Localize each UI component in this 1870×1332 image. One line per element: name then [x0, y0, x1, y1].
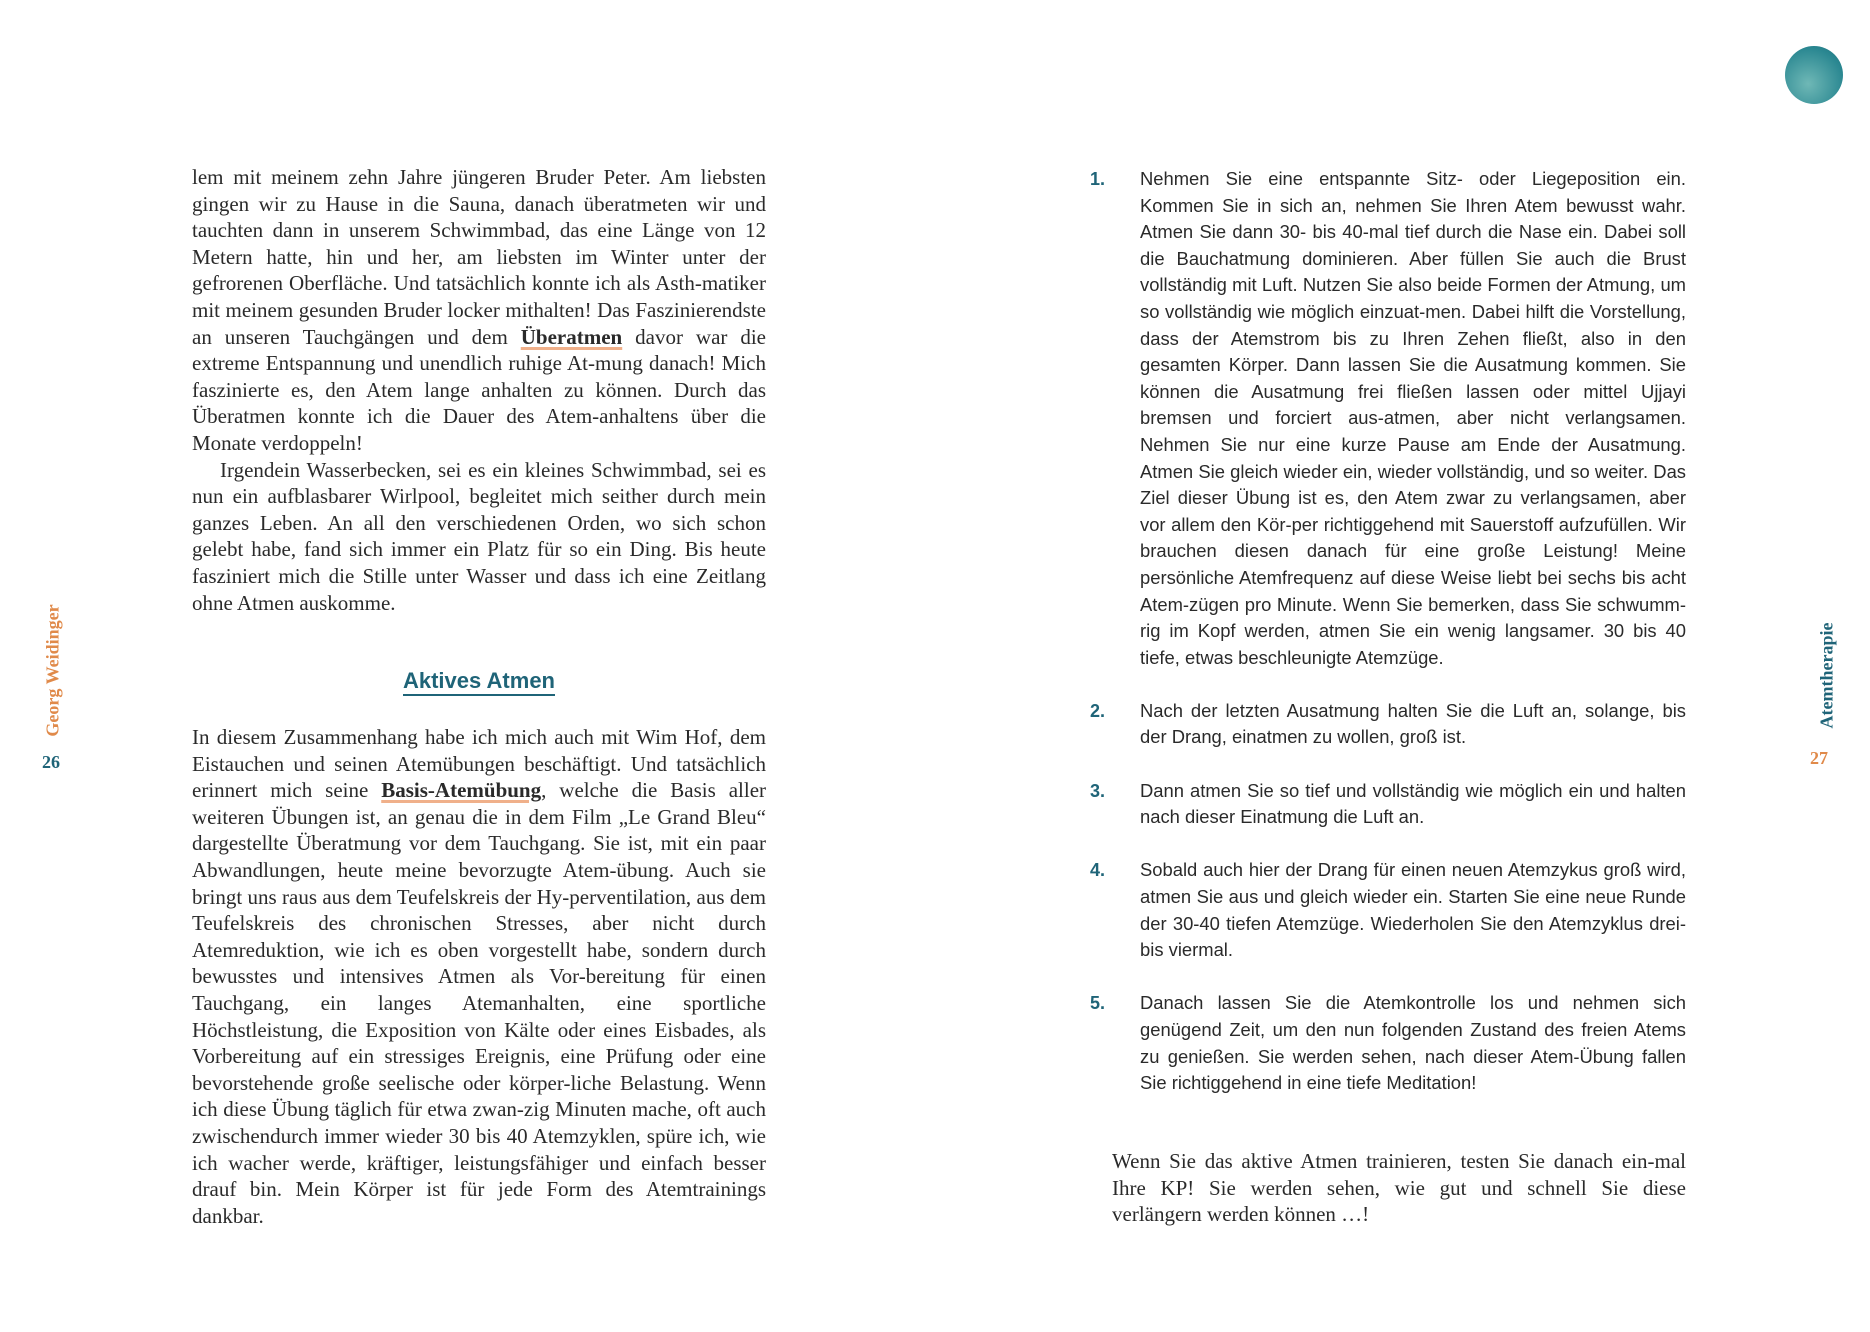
step-number: 4. [1090, 860, 1106, 881]
list-item: 5. Danach lassen Sie die Atemkontrolle los und nehmen sich genügend Zeit, um den nun folgenden Zustand des freien Atems zu genießen. Sie werden sehen, nach dieser Atem-Übung fallen Sie richtiggehend in eine tiefe Meditation! [1090, 992, 1686, 1094]
highlight-ueberatmen: Überatmen [520, 324, 623, 349]
exercise-steps-list [1090, 166, 1686, 1123]
section-heading: Aktives Atmen [192, 668, 766, 694]
left-page-text [192, 164, 766, 616]
step-number: 1. [1090, 169, 1106, 189]
page-number-right: 27 [1810, 748, 1828, 768]
running-head-author: Georg Weidinger [42, 604, 63, 737]
list-item: 2. Nach der letzten Ausatmung halten Sie die Luft an, solange, bis der Drang, einatmen zu wollen, groß ist. [1090, 699, 1686, 748]
step-number: 3. [1090, 780, 1106, 801]
paragraph-3: In diesem Zusammenhang habe ich mich auch mit Wim Hof, dem Eistauchen und seinen Atemübungen beschäftigt. Und tatsächlich erinnert mich seine Basis-Atemübung, welche die Basis aller weiteren Übungen ist, an genau die in dem Film „Le Grand Bleu“ dargestellte Überatmung vor dem Tauchgang. Sie ist, mit ein paar Abwandlungen, heute meine bevorzugte Atem-übung. Auch sie bringt uns raus aus dem Teufelskreis der Hy-perventilation, aus dem Teufelskreis des chronischen Stresses, aber nicht durch Atemreduktion, wie ich es oben vorgestellt habe, sondern durch bewusstes und intensives Atmen als Vor-bereitung für einen Tauchgang, ein langes Atemanhalten, eine sportliche Höchstleistung, die Exposition von Kälte oder eines Eisbades, als Vorbereitung auf ein stressiges Ereignis, eine Prüfung oder eine bevorstehende große seelische oder körper-liche Belastung. Wenn ich diese Übung täglich für etwa zwan-zig Minuten mache, oft auch zwischendurch immer wieder 30 bis 40 Atemzyklen, spüre ich, wie ich wacher werde, kräftiger, leistungsfähiger und einfach besser drauf bin. Mein Körper ist für jede Form des Atemtrainings dankbar. [192, 725, 767, 1228]
closing-paragraph: Wenn Sie das aktive Atmen trainieren, testen Sie danach ein-mal Ihre KP! Sie werden sehen, wie gut und schnell Sie diese verlängern werden können …! [1112, 1149, 1686, 1227]
left-page-text-2 [192, 724, 766, 1229]
list-item: 3. Dann atmen Sie so tief und vollständig wie möglich ein und halten nach dieser Einatmung die Luft an. [1090, 779, 1686, 828]
running-head-chapter: Atemtherapie [1816, 622, 1837, 729]
step-number: 5. [1090, 993, 1106, 1014]
list-item: 1. Nehmen Sie eine entspannte Sitz- oder Liegeposition ein. Kommen Sie in sich an, nehmen Sie Ihren Atem bewusst wahr. Atmen Sie dann 30- bis 40-mal tief durch die Nase ein. Dabei soll die Bauchatmung dominieren. Aber füllen Sie auch die Brust vollständig mit Luft. Nutzen Sie also beide Formen der Atmung, um so vollständig wie möglich einzuat-men. Dabei hilft die Vorstellung, dass der Atemstrom bis zu Ihren Zehen fließt, also in den gesamten Körper. Dann lassen Sie die Ausatmung kommen. Sie können die Ausatmung frei fließen lassen oder mittel Ujjayi bremsen und forciert aus-atmen, aber nicht verlangsamen. Nehmen Sie nur eine kurze Pause am Ende der Ausatmung. Atmen Sie gleich wieder ein, wieder vollständig, und so weiter. Das Ziel dieser Übung ist es, den Atem zwar zu verlangsamen, aber vor allem den Kör-per richtiggehend mit Sauerstoff aufzufüllen. Wir brauchen diesen danach für eine große Leistung! Meine persönliche Atemfrequenz auf diese Weise liebt bei sechs bis acht Atem-zügen pro Minute. Wenn Sie bemerken, dass Sie schwumm-rig im Kopf werden, atmen Sie ein wenig langsamer. 30 bis 40 tiefe, etwas beschleunigte Atemzüge. [1090, 168, 1686, 668]
paragraph-2: Irgendein Wasserbecken, sei es ein kleines Schwimmbad, sei es nun ein aufblasbarer Wirlpool, begleitet mich seither durch mein ganzes Leben. An all den verschiedenen Orden, wo sich schon gelebt habe, fand sich immer ein Platz für so ein Ding. Bis heute fasziniert mich die Stille unter Wasser und dass ich eine Zeitlang ohne Atmen auskomme. [192, 457, 766, 615]
highlight-basis-atemuebung: Basis-Atemübung [381, 778, 542, 803]
chapter-marker-dot [1785, 46, 1843, 104]
list-item: 4. Sobald auch hier der Drang für einen neuen Atemzykus groß wird, atmen Sie aus und gleich wieder ein. Starten Sie eine neue Runde der 30-40 tiefen Atemzüge. Wiederholen Sie den Atemzyklus drei- bis viermal. [1090, 859, 1686, 961]
page-number-left: 26 [42, 752, 60, 772]
step-number: 2. [1090, 700, 1106, 721]
paragraph-1: lem mit meinem zehn Jahre jüngeren Bruder Peter. Am liebsten gingen wir zu Hause in die Sauna, danach überatmeten wir und tauchten dann in unserem Schwimmbad, das eine Länge von 12 Metern hatte, hin und her, am liebsten im Winter unter der gefrorenen Oberfläche. Und tatsächlich konnte ich als Asth-matiker mit meinem gesunden Bruder locker mithalten! Das Faszinierendste an unseren Tauchgängen und dem Überatmen davor war die extreme Entspannung und unendlich ruhige At-mung danach! Mich faszinierte es, den Atem lange anhalten zu können. Durch das Überatmen konnte ich die Dauer des Atem-anhaltens über die Monate verdoppeln! [192, 165, 766, 455]
